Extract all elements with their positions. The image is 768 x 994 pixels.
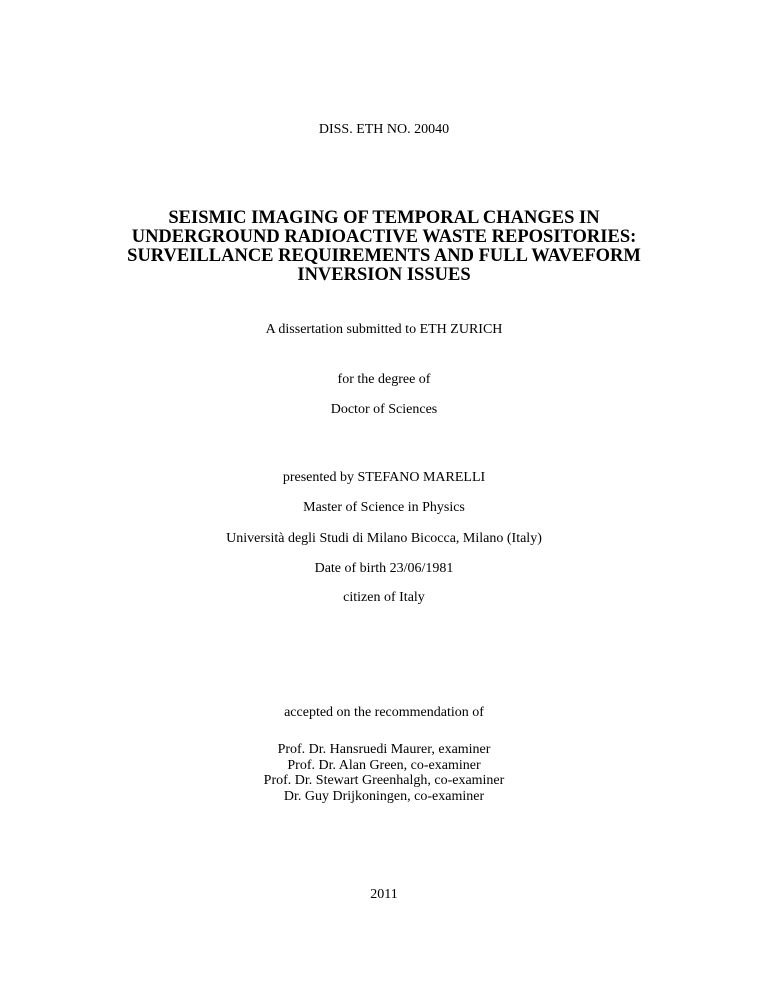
examiner-line: Prof. Dr. Alan Green, co-examiner	[287, 757, 481, 773]
presented-by: presented by STEFANO MARELLI	[282, 470, 486, 485]
for-degree-label: for the degree of	[337, 372, 431, 387]
dissertation-number: DISS. ETH NO. 20040	[318, 122, 450, 137]
submitted-to: A dissertation submitted to ETH ZURICH	[265, 322, 503, 337]
examiner-line: Dr. Guy Drijkoningen, co-examiner	[283, 788, 485, 804]
examiner-line: Prof. Dr. Stewart Greenhalgh, co-examiner	[263, 773, 505, 788]
author-qualification: Master of Science in Physics	[303, 500, 465, 515]
author-birth-date: Date of birth 23/06/1981	[314, 561, 454, 576]
author-citizenship: citizen of Italy	[343, 590, 425, 605]
author-university: Università degli Studi di Milano Bicocca, Milano (Italy)	[226, 531, 542, 546]
title-line: INVERSION ISSUES	[297, 265, 471, 285]
degree-name: Doctor of Sciences	[330, 402, 438, 417]
publication-year: 2011	[370, 887, 398, 902]
title-line: SEISMIC IMAGING OF TEMPORAL CHANGES IN	[168, 208, 600, 228]
examiner-list	[0, 742, 768, 804]
dissertation-title	[0, 209, 768, 285]
title-line: SURVEILLANCE REQUIREMENTS AND FULL WAVEFORM	[127, 246, 641, 266]
recommendation-intro: accepted on the recommendation of	[284, 705, 484, 720]
examiner-line: Prof. Dr. Hansruedi Maurer, examiner	[277, 742, 491, 757]
title-line: UNDERGROUND RADIOACTIVE WASTE REPOSITORIES:	[131, 227, 637, 247]
